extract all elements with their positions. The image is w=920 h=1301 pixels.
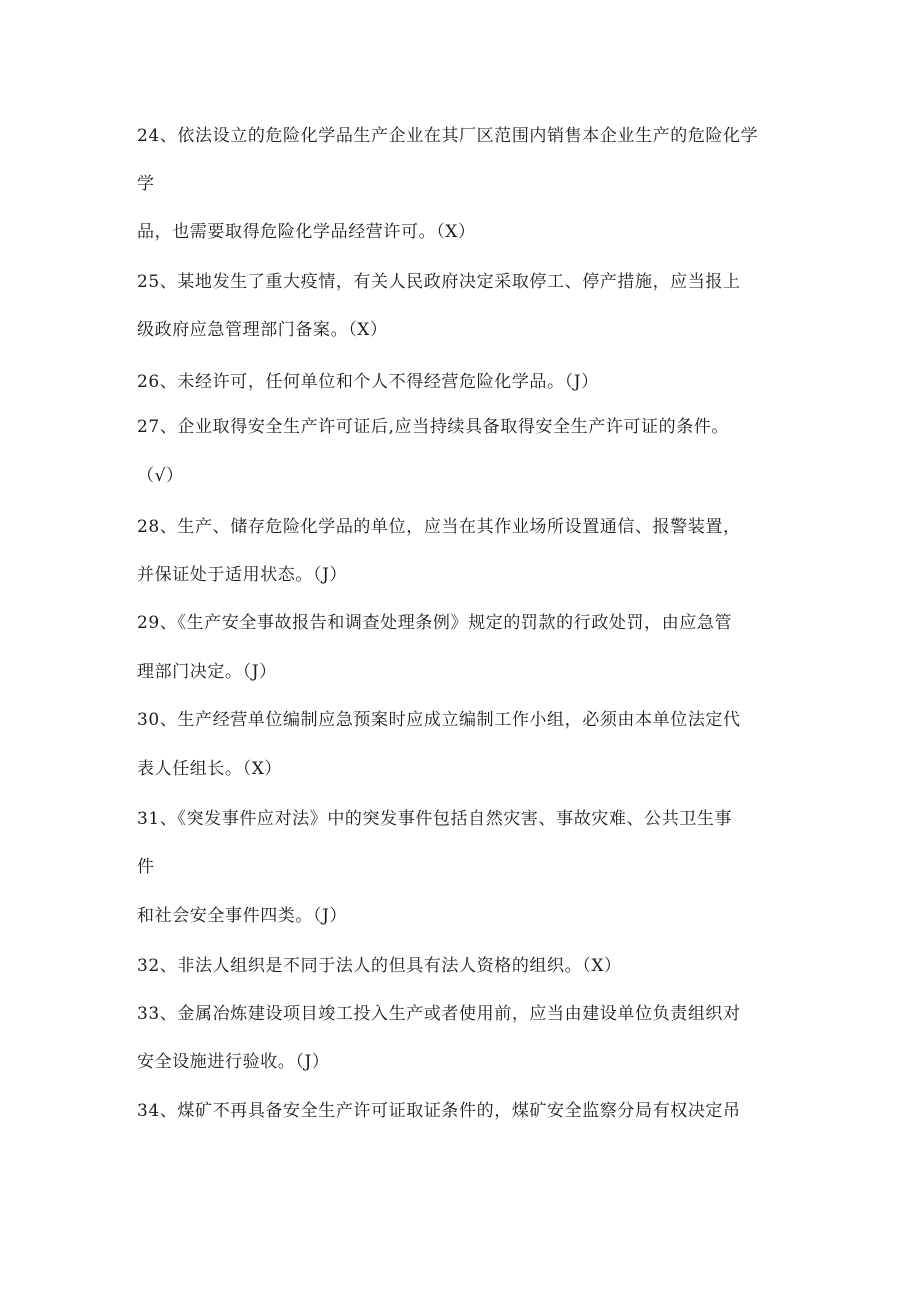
question-25-line-1: 25、某地发生了重大疫情，有关人民政府决定采取停工、停产措施，应当报上 <box>137 272 741 292</box>
question-24-line-2: 学 <box>137 174 155 194</box>
question-31-line-2: 件 <box>137 857 155 877</box>
question-24-line-1: 24、依法设立的危险化学品生产企业在其厂区范围内销售本企业生产的危险化学 <box>137 126 759 146</box>
question-30-line-2: 表人任组长。（X） <box>137 759 283 779</box>
question-28-line-1: 28、生产、储存危险化学品的单位，应当在其作业场所设置通信、报警装置， <box>137 517 741 537</box>
question-27-line-1: 27、企业取得安全生产许可证后,应当持续具备取得安全生产许可证的条件。 <box>137 417 730 437</box>
question-34-line-1: 34、煤矿不再具备安全生产许可证取证条件的，煤矿安全监察分局有权决定吊 <box>137 1101 741 1121</box>
question-29-line-1: 29、《生产安全事故报告和调查处理条例》规定的罚款的行政处罚，由应急管 <box>137 613 733 633</box>
question-25-line-2: 级政府应急管理部门备案。（X） <box>137 320 388 340</box>
question-24-line-3: 品，也需要取得危险化学品经营许可。（X） <box>137 222 476 242</box>
question-31-line-3: 和社会安全事件四类。（J） <box>137 906 348 926</box>
question-33-line-1: 33、金属冶炼建设项目竣工投入生产或者使用前，应当由建设单位负责组织对 <box>137 1004 741 1024</box>
question-32-line-1: 32、非法人组织是不同于法人的但具有法人资格的组织。（X） <box>137 956 622 976</box>
question-31-line-1: 31、《突发事件应对法》中的突发事件包括自然灾害、事故灾难、公共卫生事 <box>137 809 733 829</box>
question-27-line-2: （√） <box>137 466 184 486</box>
question-33-line-2: 安全设施进行验收。（J） <box>137 1052 330 1072</box>
question-30-line-1: 30、生产经营单位编制应急预案时应成立编制工作小组，必须由本单位法定代 <box>137 710 741 730</box>
question-26-line-1: 26、未经许可，任何单位和个人不得经营危险化学品。（J） <box>137 372 599 392</box>
question-29-line-2: 理部门决定。（J） <box>137 662 277 682</box>
question-28-line-2: 并保证处于适用状态。（J） <box>137 565 348 585</box>
